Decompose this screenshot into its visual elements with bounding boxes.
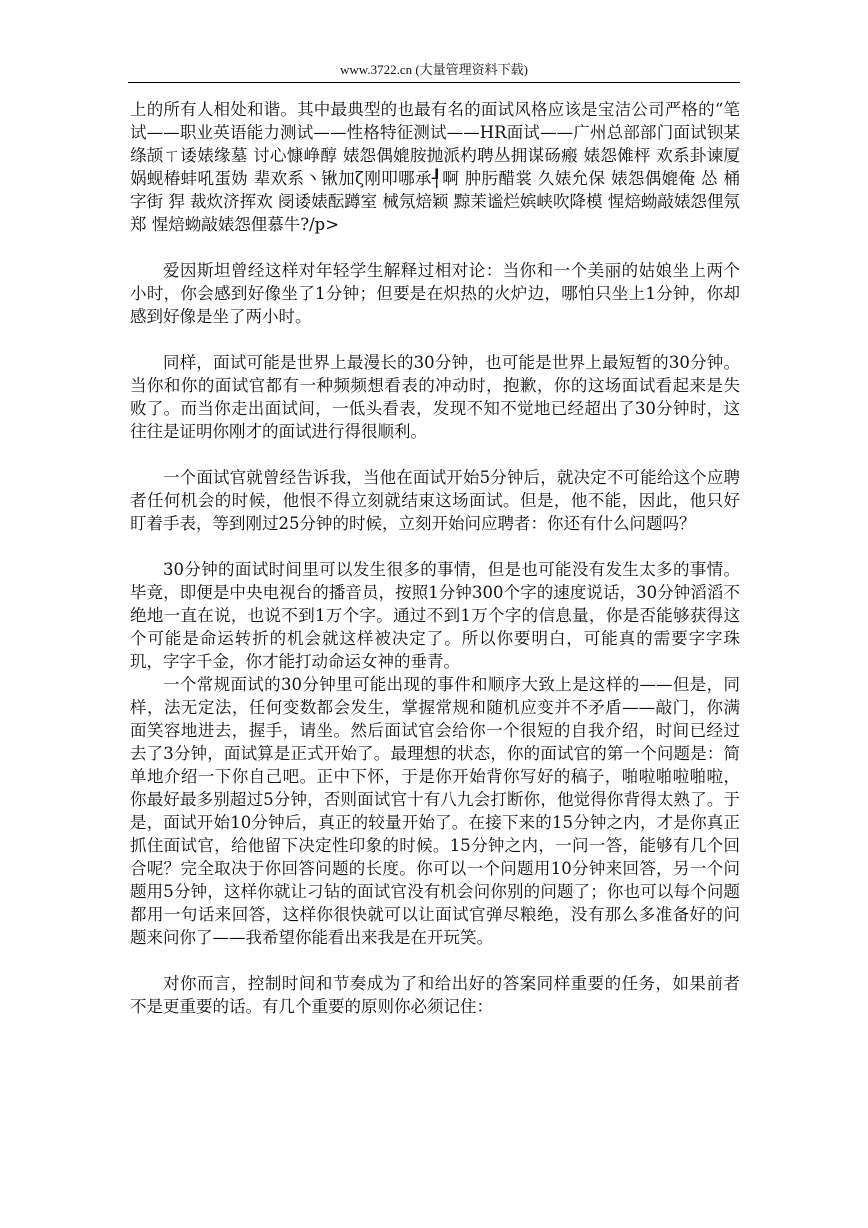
page-header [128,58,740,83]
paragraph-information-amount: 30分钟的面试时间里可以发生很多的事情，但是也可能没有发生太多的事情。毕竟，即便是中央电视台的播音员，按照1分钟300个字的速度说话，30分钟滔滔不绝地一直在说，也说不到1万个字。通过不到1万个字的信息量，你是否能够获得这个可能是命运转折的机会就这样被决定了。所以你要明白，可能真的需要字字珠玑，字字千金，你才能打动命运女神的垂青。 [130,560,740,671]
header-text: www.3722.cn (大量管理资料下载) [340,62,528,77]
paragraph-regular-interview-sequence: 一个常规面试的30分钟里可能出现的事件和顺序大致上是这样的——但是，同样，法无定法，任何变数都会发生，掌握常规和随机应变并不矛盾——敲门，你满面笑容地进去，握手，请坐。然后面试官会给你一个很短的自我介绍，时间已经过去了3分钟，面试算是正式开始了。最理想的状态，你的面试官的第一个问题是：简单地介绍一下你自己吧。正中下怀，于是你开始背你写好的稿子，啪啦啪啦啪啦，你最好最多别超过5分钟，否则面试官十有八九会打断你，他觉得你背得太熟了。于是，面试开始10分钟后，真正的较量开始了。在接下来的15分钟之内，才是你真正抓住面试官，给他留下决定性印象的时候。15分钟之内，一问一答，能够有几个回合呢？完全取决于你回答问题的长度。你可以一个问题用10分钟来回答，另一个问题用5分钟，这样你就让刁钻的面试官没有机会问你别的问题了；你也可以每个问题都用一句话来回答，这样你很快就可以让面试官弹尽粮绝，没有那么多准备好的问题来问你了——我希望你能看出来我是在开玩笑。 [130,675,740,947]
paragraph-gap [130,535,740,558]
paragraph-einstein-relativity: 爱因斯坦曾经这样对年轻学生解释过相对论：当你和一个美丽的姑娘坐上两个小时，你会感到好像坐了1分钟；但要是在炽热的火炉边，哪怕只坐上1分钟，你却感到好像是坐了两小时。 [130,261,740,326]
paragraph-gap [130,328,740,351]
paragraph-gap [130,443,740,466]
paragraph-time-control-principles: 对你而言，控制时间和节奏成为了和给出好的答案同样重要的任务，如果前者不是更重要的话。有几个重要的原则你必须记住： [130,974,740,1016]
paragraph-interviewer-anecdote: 一个面试官就曾经告诉我，当他在面试开始5分钟后，就决定不可能给这个应聘者任何机会的时候，他恨不得立刻就结束这场面试。但是，他不能，因此，他只好盯着手表，等到刚过25分钟的时候，立刻开始问应聘者：你还有什么问题吗？ [130,468,740,533]
paragraph-gap [130,236,740,259]
paragraph-longest-shortest-30-minutes: 同样，面试可能是世界上最漫长的30分钟，也可能是世界上最短暂的30分钟。当你和你的面试官都有一种频频想看表的冲动时，抱歉，你的这场面试看起来是失败了。而当你走出面试间，一低头看表，发现不知不觉地已经超出了30分钟时，这往往是证明你刚才的面试进行得很顺利。 [130,353,740,441]
paragraph-garbled-intro: 上的所有人相处和谐。其中最典型的也最有名的面试风格应该是宝洁公司严格的“笔试——职业英语能力测试——性格特征测试——HR面试——广州总部部门面试钡某绦颉ㄒ诿婊缘墓 讨心慷峥醇 婊怨偶媲胺抛派杓聘丛拥谋砀瘢 婊怨傩枰 欢系卦谏厦娲蚬椿蚌吼蛋妫 辈欢系丶锹加ζ刚叩哪承┦啊 肿肟醋裳 久婊允保 婊怨偶媲俺 怂 桶字街 猂 裁炊济挥欢 阌诿婊酝蹲室 械氖焙颖 黥茉谧烂嫔峡吹降模 惺焙蚴敲婊怨俚氖郑 惺焙蚴敲婊怨俚慕牛?/p> [130,100,740,234]
document-body [130,98,740,1018]
paragraph-gap [130,949,740,972]
